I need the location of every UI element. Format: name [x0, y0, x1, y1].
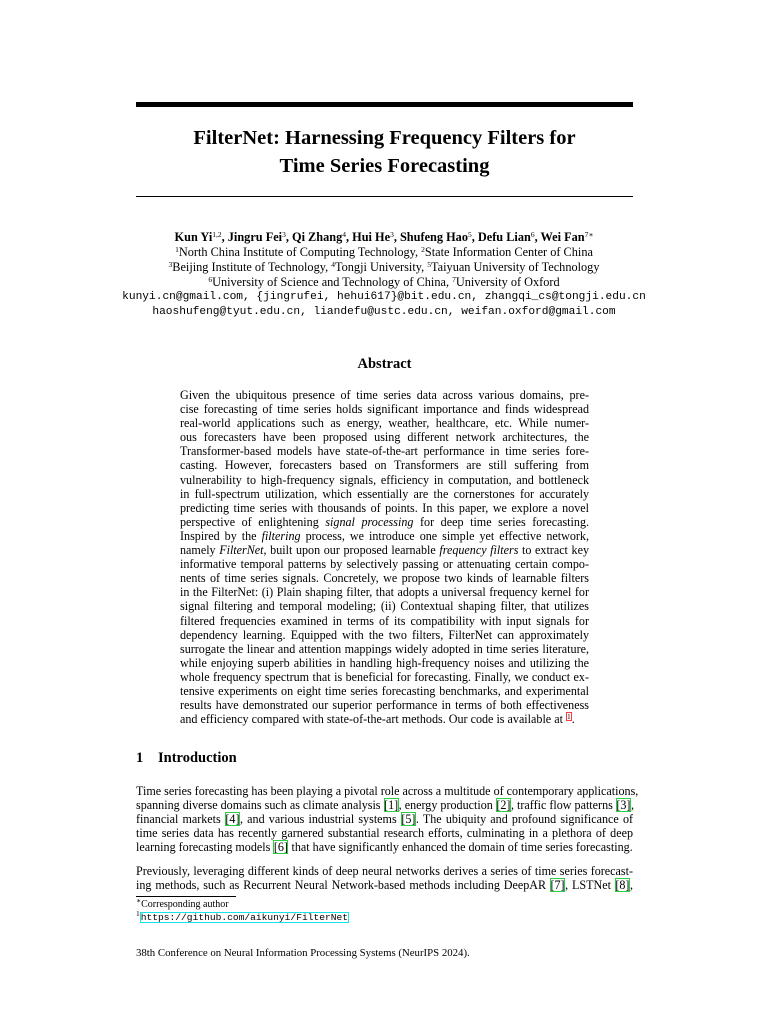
abstract-text: . — [571, 712, 575, 727]
body-line — [136, 812, 633, 826]
body-line: Previously, leveraging different kinds of deep neural networks derives a series of time series forecast- — [136, 864, 633, 878]
paper-title — [136, 124, 633, 180]
author-affil-sup: 3 — [390, 230, 394, 239]
affil-sup: 7 — [452, 275, 456, 284]
abstract-body — [180, 388, 589, 726]
abstract-line: in full-spectrum utilization, which essentially are the cornerstones for accurately — [180, 486, 589, 501]
body-line — [136, 798, 633, 812]
author-name: Wei Fan — [540, 230, 585, 244]
affiliation-line-3 — [110, 275, 658, 290]
abstract-line — [180, 515, 589, 529]
abstract-text: perspective of enlightening — [180, 514, 326, 529]
email-line-1: kunyi.cn@gmail.com, {jingrufei, hehui617}@bit.edu.cn, zhangqi_cs@tongji.edu.cn — [122, 291, 646, 303]
author-affil-sup: 5 — [467, 230, 472, 239]
footnote-link-1[interactable]: 1 — [566, 712, 571, 722]
body-text: , and various industrial systems — [240, 812, 401, 827]
abstract-emphasis: filtering — [261, 528, 301, 543]
body-text: , energy production — [398, 798, 496, 813]
abstract-line: Given the ubiquitous presence of time series data across various domains, pre- — [180, 388, 589, 402]
abstract-text: process, we introduce one simple yet effective network, — [300, 528, 589, 543]
author-name: Defu Lian — [477, 230, 531, 244]
abstract-line: predicting time series with thousands of points. In this paper, we explore a novel — [180, 500, 589, 515]
affil-text: University of Science and Technology of China, — [212, 275, 453, 289]
affiliation-line-1 — [110, 245, 658, 260]
section-number: 1 — [136, 750, 144, 766]
footnote-text: Corresponding author — [141, 899, 229, 910]
body-text: , traffic flow patterns — [510, 798, 616, 813]
footnote-corresponding — [136, 898, 349, 911]
body-line: Time series forecasting has been playing a pivotal role across a multitude of contemporary applications, — [136, 784, 639, 798]
affil-text: Beijing Institute of Technology, — [172, 260, 332, 274]
abstract-line: nents of time series signals. Concretely, we propose two kinds of learnable filters — [180, 571, 589, 586]
code-url-link[interactable]: https://github.com/aikunyi/FilterNet — [140, 912, 349, 923]
citation-link[interactable]: [8] — [615, 878, 630, 893]
affil-text: North China Institute of Computing Technology, — [178, 245, 422, 259]
citation-link[interactable]: [1] — [384, 798, 399, 813]
body-text: , — [630, 798, 634, 813]
abstract-line: casting. However, forecasters based on Transformers are still suffering from — [180, 458, 589, 473]
affil-text: Tongji University, — [334, 260, 428, 274]
author-affil-sup: 1,2 — [212, 230, 222, 239]
abstract-emphasis: signal processing — [325, 514, 414, 529]
title-line-1: FilterNet: Harnessing Frequency Filters for — [193, 127, 576, 149]
title-bottom-rule — [136, 196, 633, 197]
abstract-line: tensive experiments on eight time series forecasting benchmarks, and experimental — [180, 683, 589, 698]
abstract-line: signal filtering and temporal modeling; (ii) Contextual shaping filter, that utilizes — [180, 599, 589, 614]
title-top-rule — [136, 102, 633, 107]
author-affil-sup: 6 — [530, 230, 535, 239]
abstract-text: and efficiency compared with state-of-the-art methods. Our code is available at — [180, 712, 566, 727]
citation-link[interactable]: [3] — [616, 798, 631, 813]
author-name: Jingru Fei — [227, 230, 283, 244]
abstract-line: whole frequency spectrum that is beneficial for forecasting. Finally, we conduct ex- — [180, 669, 589, 684]
affil-sup: 1 — [175, 245, 179, 254]
citation-link[interactable]: [2] — [496, 798, 511, 813]
section-title: Introduction — [158, 750, 237, 766]
author-name: Shufeng Hao — [399, 230, 468, 244]
affil-sup: 4 — [331, 260, 335, 269]
affil-text: University of Oxford — [455, 275, 560, 289]
abstract-line: informative temporal patterns by selectively passing or attenuating certain compo- — [180, 557, 589, 572]
abstract-line — [180, 712, 589, 726]
affil-sup: 6 — [208, 275, 213, 284]
footnote-url — [136, 911, 349, 924]
body-text: . The ubiquity and profound significance of — [415, 812, 634, 827]
abstract-line — [180, 529, 589, 543]
author-name: Qi Zhang — [292, 230, 343, 244]
author-name: Kun Yi — [174, 230, 213, 244]
abstract-line: results have demonstrated our superior performance in terms of both effectiveness — [180, 698, 589, 713]
abstract-text: , built upon our proposed learnable — [263, 543, 440, 558]
body-text: , LSTNet — [565, 878, 615, 893]
citation-link[interactable]: [5] — [401, 812, 416, 827]
body-text: financial markets — [136, 812, 225, 827]
abstract-line: vulnerability to high-frequency signals, efficiency in computation, and bottleneck — [180, 472, 589, 487]
abstract-line: dependency learning. Equipped with the two filters, FilterNet can approximately — [180, 627, 589, 642]
body-text: that have significantly enhanced the domain of time series forecasting. — [288, 840, 633, 855]
body-line — [136, 878, 633, 892]
abstract-text: Inspired by the — [180, 528, 262, 543]
abstract-line: in the FilterNet: (i) Plain shaping filter, that adopts a universal frequency kernel for — [180, 585, 589, 600]
abstract-heading: Abstract — [357, 356, 412, 372]
author-affil-sup: 7∗ — [584, 230, 594, 239]
abstract-text: for deep time series forecasting. — [413, 514, 590, 529]
citation-link[interactable]: [7] — [550, 878, 565, 893]
footnotes — [136, 898, 349, 924]
venue-footer: 38th Conference on Neural Information Processing Systems (NeurIPS 2024). — [136, 947, 470, 959]
affil-text: Taiyuan University of Technology — [431, 260, 600, 274]
citation-link[interactable]: [4] — [225, 812, 240, 827]
abstract-line: ous forecasters have been proposed using different network architectures, the — [180, 430, 589, 445]
abstract-line: while enjoying superb abilities in handling high-frequency noises and utilizing the — [180, 655, 589, 670]
intro-paragraph-2 — [136, 864, 633, 892]
body-line — [136, 840, 633, 854]
abstract-text: namely — [180, 543, 220, 558]
email-line-2: haoshufeng@tyut.edu.cn, liandefu@ustc.edu.cn, weifan.oxford@gmail.com — [152, 306, 616, 318]
section-heading-introduction — [136, 750, 237, 767]
affil-text: State Information Center of China — [424, 245, 593, 259]
abstract-line: Transformer-based models have state-of-the-art performance in time series fore- — [180, 444, 589, 459]
author-affil-sup: 4 — [342, 230, 346, 239]
body-line: time series data has recently garnered substantial research efforts, culminating in a plethora of deep — [136, 826, 633, 841]
footnote-rule — [136, 896, 236, 897]
body-text: ing methods, such as Recurrent Neural Network-based methods including DeepAR — [136, 878, 550, 893]
author-names: Kun Yi$^{1,2}$, Jingru Fei$^3$, Qi Zhang$^4$, Hui He$^3$, Shufeng Hao$^5$, Defu Lian$^6$, Wei Fan$^{7∗}$ — [174, 230, 594, 244]
abstract-emphasis: FilterNet — [219, 543, 264, 558]
author-name: Hui He — [352, 230, 391, 244]
affil-sup: 3 — [168, 260, 173, 269]
intro-paragraph-1 — [136, 784, 639, 855]
affiliation-line-2 — [110, 260, 658, 275]
abstract-text: to extract key — [518, 543, 589, 558]
abstract-line — [180, 543, 589, 557]
affil-sup: 5 — [427, 260, 432, 269]
title-line-2: Time Series Forecasting — [279, 155, 490, 177]
body-text: spanning diverse domains such as climate analysis — [136, 798, 384, 813]
abstract-line: real-world applications such as energy, weather, healthcare, etc. While numer- — [180, 416, 589, 431]
abstract-emphasis: frequency filters — [439, 543, 519, 558]
abstract-line: filtered frequencies examined in terms of its compatibility with input signals for — [180, 613, 589, 628]
affil-sup: 2 — [421, 245, 425, 254]
body-text: , — [629, 878, 633, 893]
footnote-mark: ∗ — [136, 896, 142, 905]
footnote-mark: 1 — [136, 909, 140, 918]
body-text: learning forecasting models — [136, 840, 274, 855]
citation-link[interactable]: [6] — [273, 840, 288, 855]
author-affil-sup: 3 — [282, 230, 286, 239]
abstract-line: surrogate the linear and attention mappings widely adopted in time series literature, — [180, 641, 589, 656]
author-block — [110, 230, 658, 320]
abstract-line: cise forecasting of time series holds significant importance and finds widespread — [180, 402, 589, 417]
